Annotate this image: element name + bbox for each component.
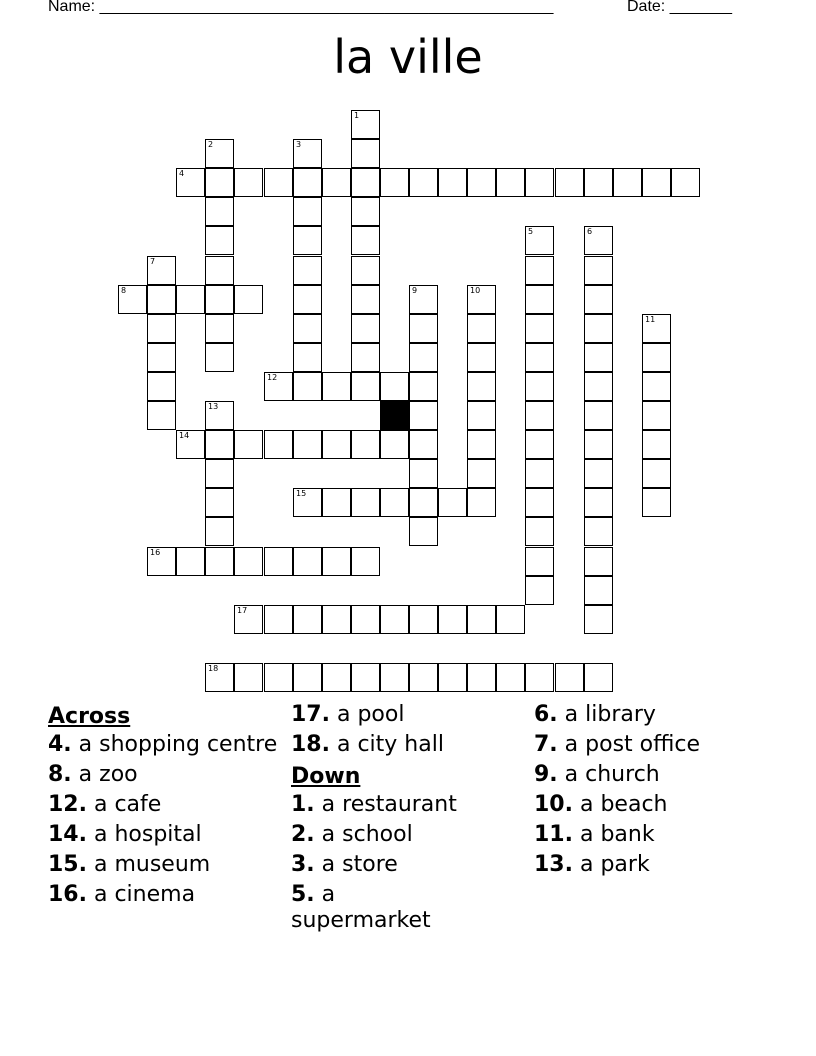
cell-number: 13 xyxy=(208,402,219,411)
grid-cell[interactable] xyxy=(584,401,613,430)
grid-cell[interactable] xyxy=(205,488,234,517)
grid-cell[interactable] xyxy=(351,343,380,372)
grid-cell[interactable] xyxy=(584,663,613,692)
grid-cell[interactable] xyxy=(176,168,205,197)
grid-cell[interactable] xyxy=(147,256,176,285)
grid-cell[interactable] xyxy=(409,401,438,430)
grid-cell[interactable] xyxy=(293,343,322,372)
grid-cell[interactable] xyxy=(409,605,438,634)
grid-cell[interactable] xyxy=(584,226,613,255)
grid-cell[interactable] xyxy=(322,372,351,401)
grid-cell[interactable] xyxy=(322,663,351,692)
clue-across-15: 15. a museum xyxy=(48,852,211,877)
grid-cell[interactable] xyxy=(642,314,671,343)
grid-cell[interactable] xyxy=(584,547,613,576)
grid-cell[interactable] xyxy=(380,605,409,634)
grid-cell[interactable] xyxy=(351,605,380,634)
grid-cell[interactable] xyxy=(351,110,380,139)
grid-cell[interactable] xyxy=(642,430,671,459)
grid-cell[interactable] xyxy=(584,343,613,372)
grid-cell[interactable] xyxy=(584,430,613,459)
cell-number: 2 xyxy=(208,140,214,149)
cell-number: 14 xyxy=(179,431,190,440)
grid-cell[interactable] xyxy=(409,517,438,546)
grid-cell[interactable] xyxy=(671,168,700,197)
grid-cell[interactable] xyxy=(584,285,613,314)
grid-cell[interactable] xyxy=(380,430,409,459)
grid-cell[interactable] xyxy=(351,139,380,168)
cell-number: 15 xyxy=(296,489,307,498)
grid-cell[interactable] xyxy=(176,430,205,459)
grid-cell[interactable] xyxy=(293,663,322,692)
page-title: la ville xyxy=(333,30,483,84)
cell-number: 5 xyxy=(528,227,534,236)
grid-cell[interactable] xyxy=(525,663,554,692)
grid-cell[interactable] xyxy=(147,285,176,314)
grid-cell[interactable] xyxy=(293,139,322,168)
grid-cell[interactable] xyxy=(467,459,496,488)
grid-cell[interactable] xyxy=(234,663,263,692)
grid-cell[interactable] xyxy=(322,168,351,197)
grid-cell[interactable] xyxy=(205,401,234,430)
grid-cell[interactable] xyxy=(351,372,380,401)
grid-cell[interactable] xyxy=(438,488,467,517)
clue-down-6: 6. a library xyxy=(534,702,656,727)
grid-cell[interactable] xyxy=(293,372,322,401)
grid-cell[interactable] xyxy=(584,256,613,285)
clue-down-2: 2. a school xyxy=(291,822,413,847)
clue-down-11: 11. a bank xyxy=(534,822,655,847)
clue-across-12: 12. a cafe xyxy=(48,792,162,817)
cell-number: 4 xyxy=(179,169,185,178)
clues-column-3 xyxy=(534,702,764,882)
clue-down-7: 7. a post office xyxy=(534,732,701,757)
grid-cell[interactable] xyxy=(234,547,263,576)
grid-cell[interactable] xyxy=(584,168,613,197)
grid-cell[interactable] xyxy=(205,197,234,226)
grid-cell[interactable] xyxy=(584,576,613,605)
grid-cell[interactable] xyxy=(322,488,351,517)
grid-cell[interactable] xyxy=(205,517,234,546)
grid-cell[interactable] xyxy=(467,343,496,372)
grid-cell[interactable] xyxy=(176,285,205,314)
grid-cell[interactable] xyxy=(438,168,467,197)
cell-number: 8 xyxy=(121,286,127,295)
grid-cell[interactable] xyxy=(584,517,613,546)
clue-across-8: 8. a zoo xyxy=(48,762,138,787)
grid-cell[interactable] xyxy=(584,372,613,401)
grid-cell[interactable] xyxy=(409,459,438,488)
grid-cell[interactable] xyxy=(264,372,293,401)
grid-cell[interactable] xyxy=(409,372,438,401)
clue-down-10: 10. a beach xyxy=(534,792,668,817)
clue-down-3: 3. a store xyxy=(291,852,398,877)
clues-column-2 xyxy=(291,702,521,938)
grid-cell[interactable] xyxy=(293,314,322,343)
clue-across-16: 16. a cinema xyxy=(48,882,196,907)
grid-cell[interactable] xyxy=(351,663,380,692)
grid-cell[interactable] xyxy=(293,430,322,459)
grid-cell[interactable] xyxy=(234,168,263,197)
grid-cell[interactable] xyxy=(409,663,438,692)
grid-cell[interactable] xyxy=(176,547,205,576)
grid-cell[interactable] xyxy=(438,663,467,692)
grid-cell[interactable] xyxy=(380,372,409,401)
grid-cell[interactable] xyxy=(467,663,496,692)
grid-cell[interactable] xyxy=(525,576,554,605)
grid-cell[interactable] xyxy=(205,226,234,255)
cell-number: 6 xyxy=(587,227,593,236)
grid-cell[interactable] xyxy=(264,663,293,692)
grid-cell[interactable] xyxy=(293,168,322,197)
grid-cell[interactable] xyxy=(293,197,322,226)
grid-cell[interactable] xyxy=(642,401,671,430)
grid-cell[interactable] xyxy=(467,430,496,459)
grid-cell[interactable] xyxy=(234,605,263,634)
grid-cell[interactable] xyxy=(555,168,584,197)
grid-cell[interactable] xyxy=(467,488,496,517)
grid-cell[interactable] xyxy=(467,285,496,314)
grid-cell[interactable] xyxy=(205,314,234,343)
grid-cell[interactable] xyxy=(525,488,554,517)
date-field-label[interactable]: Date: _______ xyxy=(627,0,732,15)
grid-cell[interactable] xyxy=(525,459,554,488)
grid-cell[interactable] xyxy=(351,430,380,459)
grid-cell[interactable] xyxy=(322,547,351,576)
grid-cell[interactable] xyxy=(496,168,525,197)
clue-down-1: 1. a restaurant xyxy=(291,792,457,817)
grid-cell[interactable] xyxy=(205,285,234,314)
grid-cell[interactable] xyxy=(409,168,438,197)
grid-cell[interactable] xyxy=(380,663,409,692)
grid-cell[interactable] xyxy=(642,372,671,401)
grid-cell[interactable] xyxy=(642,343,671,372)
clue-across-18: 18. a city hall xyxy=(291,732,444,757)
grid-cell[interactable] xyxy=(409,488,438,517)
grid-cell[interactable] xyxy=(525,256,554,285)
grid-cell[interactable] xyxy=(205,256,234,285)
grid-cell[interactable] xyxy=(147,547,176,576)
grid-cell[interactable] xyxy=(351,314,380,343)
grid-cell[interactable] xyxy=(496,663,525,692)
cell-number: 1 xyxy=(354,111,360,120)
grid-cell[interactable] xyxy=(584,459,613,488)
grid-cell[interactable] xyxy=(351,226,380,255)
grid-cell[interactable] xyxy=(380,168,409,197)
grid-cell[interactable] xyxy=(205,430,234,459)
clue-across-4: 4. a shopping centre xyxy=(48,732,278,757)
cell-number: 17 xyxy=(237,606,248,615)
across-heading: Across xyxy=(48,704,131,729)
clue-down-13: 13. a park xyxy=(534,852,650,877)
grid-cell[interactable] xyxy=(467,314,496,343)
black-square xyxy=(380,401,409,430)
grid-cell[interactable] xyxy=(264,605,293,634)
cell-number: 3 xyxy=(296,140,302,149)
grid-cell[interactable] xyxy=(525,226,554,255)
grid-cell[interactable] xyxy=(351,547,380,576)
grid-cell[interactable] xyxy=(293,547,322,576)
grid-cell[interactable] xyxy=(351,488,380,517)
grid-cell[interactable] xyxy=(525,285,554,314)
grid-cell[interactable] xyxy=(584,314,613,343)
grid-cell[interactable] xyxy=(264,168,293,197)
grid-cell[interactable] xyxy=(293,285,322,314)
grid-cell[interactable] xyxy=(147,314,176,343)
grid-cell[interactable] xyxy=(205,547,234,576)
grid-cell[interactable] xyxy=(525,168,554,197)
grid-cell[interactable] xyxy=(555,663,584,692)
grid-cell[interactable] xyxy=(438,605,467,634)
grid-cell[interactable] xyxy=(525,430,554,459)
grid-cell[interactable] xyxy=(525,343,554,372)
grid-cell[interactable] xyxy=(205,663,234,692)
cell-number: 18 xyxy=(208,664,219,673)
grid-cell[interactable] xyxy=(642,459,671,488)
grid-cell[interactable] xyxy=(496,605,525,634)
grid-cell[interactable] xyxy=(351,197,380,226)
grid-cell[interactable] xyxy=(234,430,263,459)
grid-cell[interactable] xyxy=(205,139,234,168)
grid-cell[interactable] xyxy=(584,488,613,517)
down-heading: Down xyxy=(291,764,361,789)
grid-cell[interactable] xyxy=(293,488,322,517)
grid-cell[interactable] xyxy=(147,401,176,430)
clues-column-1 xyxy=(48,702,278,912)
grid-cell[interactable] xyxy=(467,401,496,430)
grid-cell[interactable] xyxy=(351,256,380,285)
cell-number: 11 xyxy=(645,315,656,324)
grid-cell[interactable] xyxy=(525,547,554,576)
grid-cell[interactable] xyxy=(409,314,438,343)
grid-cell[interactable] xyxy=(147,343,176,372)
clue-down-9: 9. a church xyxy=(534,762,660,787)
grid-cell[interactable] xyxy=(205,343,234,372)
grid-cell[interactable] xyxy=(467,168,496,197)
grid-cell[interactable] xyxy=(293,605,322,634)
grid-cell[interactable] xyxy=(118,285,147,314)
grid-cell[interactable] xyxy=(351,285,380,314)
grid-cell[interactable] xyxy=(351,168,380,197)
grid-cell[interactable] xyxy=(525,372,554,401)
grid-cell[interactable] xyxy=(147,372,176,401)
cell-number: 7 xyxy=(150,257,156,266)
name-field-label[interactable]: Name: ___________________________________________________ xyxy=(48,0,554,15)
grid-cell[interactable] xyxy=(205,459,234,488)
grid-cell[interactable] xyxy=(264,547,293,576)
cell-number: 16 xyxy=(150,548,161,557)
grid-cell[interactable] xyxy=(409,285,438,314)
grid-cell[interactable] xyxy=(467,605,496,634)
grid-cell[interactable] xyxy=(322,430,351,459)
clue-across-14: 14. a hospital xyxy=(48,822,202,847)
grid-cell[interactable] xyxy=(467,372,496,401)
grid-cell[interactable] xyxy=(264,430,293,459)
grid-cell[interactable] xyxy=(584,605,613,634)
clue-down-5: 5. a supermarket xyxy=(291,882,431,933)
grid-cell[interactable] xyxy=(409,430,438,459)
grid-cell[interactable] xyxy=(642,168,671,197)
grid-cell[interactable] xyxy=(613,168,642,197)
grid-cell[interactable] xyxy=(234,285,263,314)
grid-cell[interactable] xyxy=(293,226,322,255)
grid-cell[interactable] xyxy=(409,343,438,372)
grid-cell[interactable] xyxy=(525,401,554,430)
grid-cell[interactable] xyxy=(293,256,322,285)
cell-number: 12 xyxy=(267,373,278,382)
grid-cell[interactable] xyxy=(642,488,671,517)
cell-number: 10 xyxy=(470,286,481,295)
clue-across-17: 17. a pool xyxy=(291,702,405,727)
grid-cell[interactable] xyxy=(380,488,409,517)
grid-cell[interactable] xyxy=(525,517,554,546)
grid-cell[interactable] xyxy=(205,168,234,197)
grid-cell[interactable] xyxy=(322,605,351,634)
cell-number: 9 xyxy=(412,286,418,295)
grid-cell[interactable] xyxy=(525,314,554,343)
